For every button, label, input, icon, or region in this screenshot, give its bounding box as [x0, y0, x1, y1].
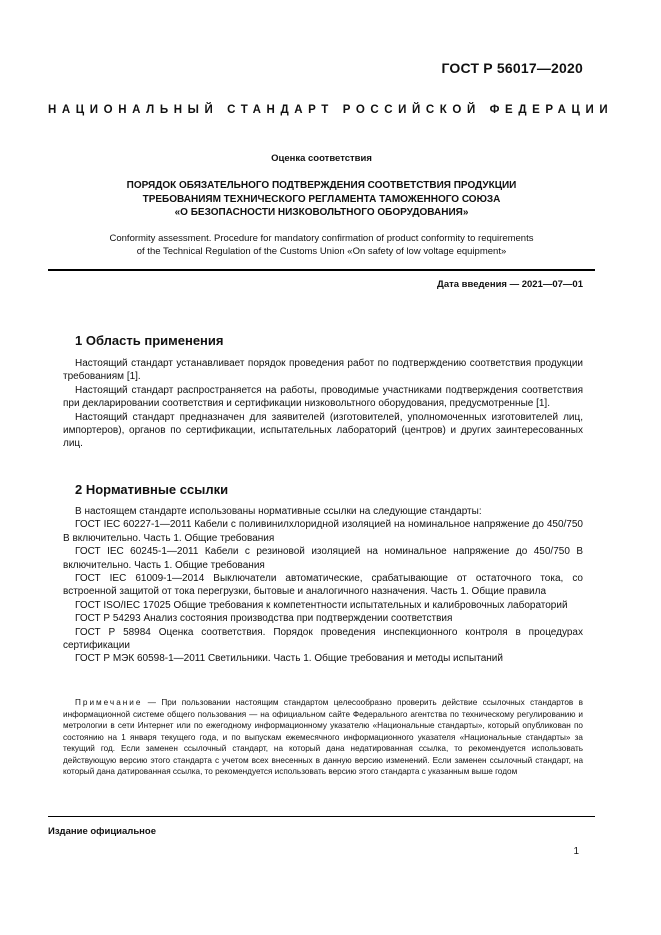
- paragraph: Настоящий стандарт устанавливает порядок проведения работ по подтверждению соответствия продукции требованиям [1].: [63, 358, 583, 383]
- main-title-line: «О БЕЗОПАСНОСТИ НИЗКОВОЛЬТНОГО ОБОРУДОВАНИЯ»: [174, 207, 469, 218]
- reference-item: ГОСТ ISO/IEC 17025 Общие требования к компетентности испытательных и калибровочных лабораторий: [75, 599, 568, 611]
- section-1-heading: 1 Область применения: [75, 333, 224, 348]
- document-number: ГОСТ Р 56017—2020: [441, 60, 583, 76]
- english-title-line: Conformity assessment. Procedure for mandatory confirmation of product conformity to requirements: [109, 233, 534, 244]
- introduction-date: Дата введения — 2021—07—01: [437, 279, 583, 290]
- page-number: 1: [573, 846, 579, 857]
- reference-item: ГОСТ Р МЭК 60598-1—2011 Светильники. Часть 1. Общие требования и методы испытаний: [75, 653, 503, 665]
- paragraph: В настоящем стандарте использованы нормативные ссылки на следующие стандарты:: [75, 506, 482, 517]
- english-title: [48, 232, 595, 258]
- reference-item: ГОСТ IEC 60245-1—2011 Кабели с резиновой изоляцией на номинальное напряжение до 450/750 В включительно. Часть 1. Общие требования: [63, 546, 583, 571]
- english-title-line: of the Technical Regulation of the Customs Union «On safety of low voltage equipment»: [136, 246, 507, 257]
- official-edition-label: Издание официальное: [48, 826, 156, 837]
- footer-divider: [48, 816, 595, 817]
- national-standard-title: НАЦИОНАЛЬНЫЙ СТАНДАРТ РОССИЙСКОЙ ФЕДЕРАЦИИ: [48, 104, 614, 116]
- note-text: — При пользовании настоящим стандартом целесообразно проверить действие ссылочных стандартов в информационной системе общего пользования — на официальном сайте Федерального агентства по техническому регулированию и метрологии в сети Интернет или по ежегодному информационному указателю «Национальные стандарты», который опубликован по состоянию на 1 января текущего года, и по выпускам ежемесячного информационного указателя «Национальные стандарты» за текущий год. Если заменен ссылочный стандарт, на который дана недатированная ссылка, то рекомендуется использовать действующую версию этого стандарта с учетом всех внесенных в данную версию изменений. Если заменен ссылочный стандарт, на который дана датированная ссылка, то рекомендуется использовать версию этого стандарта с указанным выше годом: [63, 698, 583, 776]
- paragraph: Настоящий стандарт распространяется на работы, проводимые участниками подтверждения соответствия при декларировании соответствия и сертификации низковольтного оборудования, предусмотренные [1].: [63, 384, 583, 410]
- reference-item: ГОСТ IEC 61009-1—2014 Выключатели автоматические, срабатывающие от остаточного тока, со встроенной защитой от тока перегрузки, бытовые и аналогичного назначения. Часть 1. Общие правила: [63, 573, 583, 598]
- standard-main-title: [48, 179, 595, 220]
- paragraph: Настоящий стандарт предназначен для заявителей (изготовителей, уполномоченных изготовителей лиц, импортеров), органов по сертификации, испытательных лабораторий (центров) и других заинтересованных лиц.: [63, 411, 583, 450]
- standard-subject: Оценка соответствия: [271, 153, 372, 164]
- main-title-line: ПОРЯДОК ОБЯЗАТЕЛЬНОГО ПОДТВЕРЖДЕНИЯ СООТВЕТСТВИЯ ПРОДУКЦИИ: [126, 180, 517, 191]
- section-2-heading: 2 Нормативные ссылки: [75, 482, 229, 497]
- note-block: [63, 697, 583, 778]
- title-divider: [48, 269, 595, 271]
- reference-item: ГОСТ IEC 60227-1—2011 Кабели с поливинилхлоридной изоляцией на номинальное напряжение до 450/750 В включительно. Часть 1. Общие требования: [63, 519, 583, 544]
- main-title-line: ТРЕБОВАНИЯМ ТЕХНИЧЕСКОГО РЕГЛАМЕНТА ТАМОЖЕННОГО СОЮЗА: [142, 193, 501, 205]
- note-label: Примечание: [75, 698, 143, 707]
- reference-item: ГОСТ Р 58984 Оценка соответствия. Порядок проведения инспекционного контроля в процедурах сертификации: [63, 626, 583, 652]
- section-1-body: [63, 357, 583, 451]
- reference-item: ГОСТ Р 54293 Анализ состояния производства при подтверждении соответствия: [75, 613, 453, 625]
- section-2-body: [63, 505, 583, 666]
